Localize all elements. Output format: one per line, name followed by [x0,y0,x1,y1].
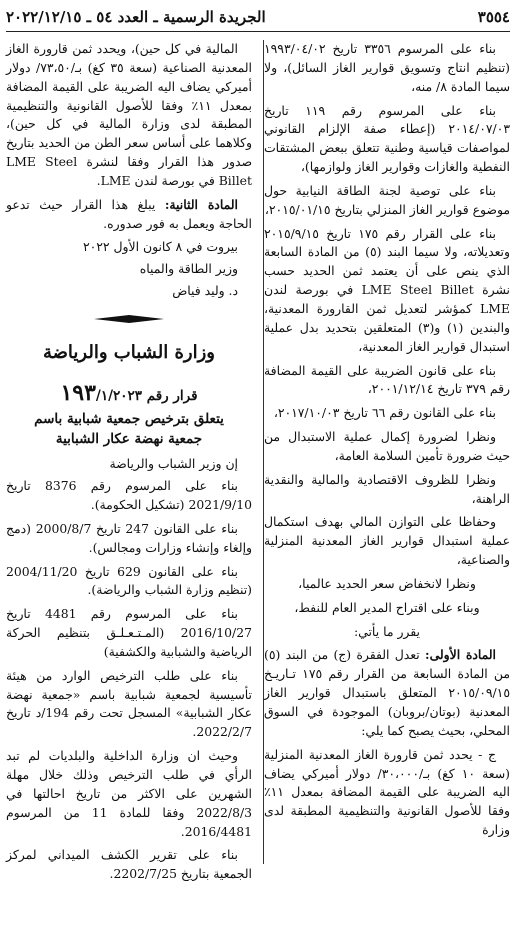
decree-number: ١٩٣ [60,380,96,407]
decree-subject-2: جمعية نهضة عكار الشبابية [55,430,203,447]
preamble-7: ونظرا لضرورة إكمال عملية الاستبدال من حيث ضرورة تأمين السلامة العامة، [264,429,510,463]
preamble-9: وحفاظا على التوازن المالي بهدف استكمال عملية استبدال قوارير الغاز المعدنية المنزلية والصناعية، [264,514,510,568]
recital-7: بناء على تقرير الكشف الميداني لمركز الجمعية بتاريخ 2202/7/25. [6,847,252,882]
page-number: ٣٥٥٤ [477,8,510,26]
preamble-10: ونظرا لانخفاض سعر الحديد عالميا، [298,575,476,591]
header-rule [6,31,510,32]
gazette-title: الجريدة الرسمية ـ العدد ٥٤ ـ ٢٠٢٢/١٢/١٥ [6,8,266,26]
recital-5: بناء على طلب الترخيص الوارد من هيئة تأسيسية لجمعية شبابية باسم «جمعية نهضة عكار الشبابية» المسجل تحت رقم 194/د تاريخ 2022/2/7. [6,667,252,740]
preamble-3: بناء على توصية لجنة الطاقة النيابية حول موضوع قوارير الغاز المنزلي بتاريخ ٢٠١٥/٠١/١٥، [264,182,510,217]
signature-date: بيروت في ٨ كانون الأول ٢٠٢٢ [82,239,238,255]
article-2-label: المادة الثانية: [164,196,238,212]
section-divider-icon [94,315,164,323]
continuation: المالية في كل حين)، ويحدد ثمن قارورة الغاز المعدنية الصناعية (سعة ٣٥ كغ) بـ/٧٣،٥٠/ دولار أميركي يضاف اليه الضريبة على القيمة المضافة بمعدل ١١٪ وفقا للأصول القانونية والتنظيمية المطبقة لدى وزارة المالية في كل حين)، وكلاهما على أساس سعر الطن من الحديد بتاريخ صدور هذا القرار وفقا لنشرة LME Steel Billet في بورصة لندن LME. [6,41,252,188]
preamble-5: بناء على قانون الضريبة على القيمة المضافة رقم ٣٧٩ تاريخ ٢٠٠١/١٢/١٤، [264,362,510,397]
recital-3: بناء على القانون 629 تاريخ 2004/11/20 (تنظيم وزارة الشباب والرياضة). [6,563,252,598]
preamble-11: وبناء على اقتراح المدير العام للنفط، [294,599,480,615]
decree-number-line [6,378,252,410]
decree-subject-1: يتعلق بترخيص جمعية شبابية باسم [34,411,224,428]
preamble-8: ونظرا للظروف الاقتصادية والمالية والنقدية الراهنة، [264,471,510,506]
article-1 [264,646,510,740]
article-2-text: يبلغ هذا القرار حيث تدعو الحاجة ويعمل به فور صدوره. [6,196,252,231]
signature-name: د. وليد فياض [172,283,238,299]
signature-title: وزير الطاقة والمياه [139,261,238,277]
article-2 [6,196,252,234]
ministry-heading: وزارة الشباب والرياضة [43,341,215,363]
page-header [6,4,510,30]
article-1-text: تعدل الفقرة (ج) من البند (٥) من المادة السابعة من القرار رقم ١٧٥ تـاريـخ ٢٠١٥/٠٩/١٥ المتعلق باستبدال قوارير الغاز المعدنية (بوتان/بروبان) الموجودة في السوق المحلي، بحيث يصبح كما يلي: [264,647,510,738]
decree-prefix: قرار رقم [146,388,198,405]
preamble-6: بناء على القانون رقم ٦٦ تاريخ ٢٠١٧/١٠/٠٣، [273,405,496,421]
minister-intro: إن وزير الشباب والرياضة [109,456,238,472]
left-column [6,40,252,889]
right-column [264,40,510,845]
recital-1: بناء على المرسوم رقم 8376 تاريخ 2021/9/10 (تشكيل الحكومة). [6,478,252,513]
decree-date: /١/٢٠٢٣ [95,388,143,405]
article-1-label: المادة الأولى: [425,647,496,663]
preamble-1: بناء على المرسوم ٣٣٥٦ تاريخ ١٩٩٣/٠٤/٠٢ (تنظيم انتاج وتسويق قوارير الغاز السائل)، ولا سيما المادة ٨/ منه، [264,41,510,94]
recital-2: بناء على القانون 247 تاريخ 2000/8/7 (دمج وإلغاء وإنشاء وزارات ومجالس). [6,520,252,555]
preamble-2: بناء على المرسوم رقم ١١٩ تاريخ ٢٠١٤/٠٧/٠٣ (إعطاء صفة الإلزام القانوني لمواصفات قياسية وطنية تتعلق ببعض المشتقات النفطية والغازات وقوارير الغاز ولوازمها)، [264,102,510,175]
decides: يقرر ما يأتي: [353,623,420,639]
recital-6: وحيث ان وزارة الداخلية والبلديات لم تبد الرأي في طلب الترخيص وذلك خلال مهلة الشهرين على الاكثر من تاريخ احالتها في 2022/8/3 وفقا للمادة 11 من المرسوم 2016/4481. [6,748,253,839]
article-1-clause: ج - يحدد ثمن قارورة الغاز المعدنية المنزلية (سعة ١٠ كغ) بـ/٣٠،٠٠٠/ دولار أميركي يضاف اليه الضريبة على القيمة المضافة بمعدل ١١٪ وفقا للأصول القانونية والتنظيمية المطبقة لدى وزارة [264,746,510,838]
preamble-4: بناء على القرار رقم ١٧٥ تاريخ ٢٠١٥/٩/١٥ وتعديلاته، ولا سيما البند (٥) من المادة السابعة الذي ينص على أن يعتمد ثمن الحديد حسب نشرة LME Steel Billet في بورصة لندن LME كمؤشر لتعديل ثمن القارورة المعدنية، والبندين (١) و(٣) المتعلقين بتحديد بدل عملية استبدال قوارير الغاز المعدنية، [264,225,511,354]
recital-4: بناء على المرسوم رقم 4481 تاريخ 2016/10/27 (المـتـعـلـق بتنظيم الحركة الرياضية والشبابية والكشفية) [6,606,252,659]
decree-heading [6,378,252,449]
